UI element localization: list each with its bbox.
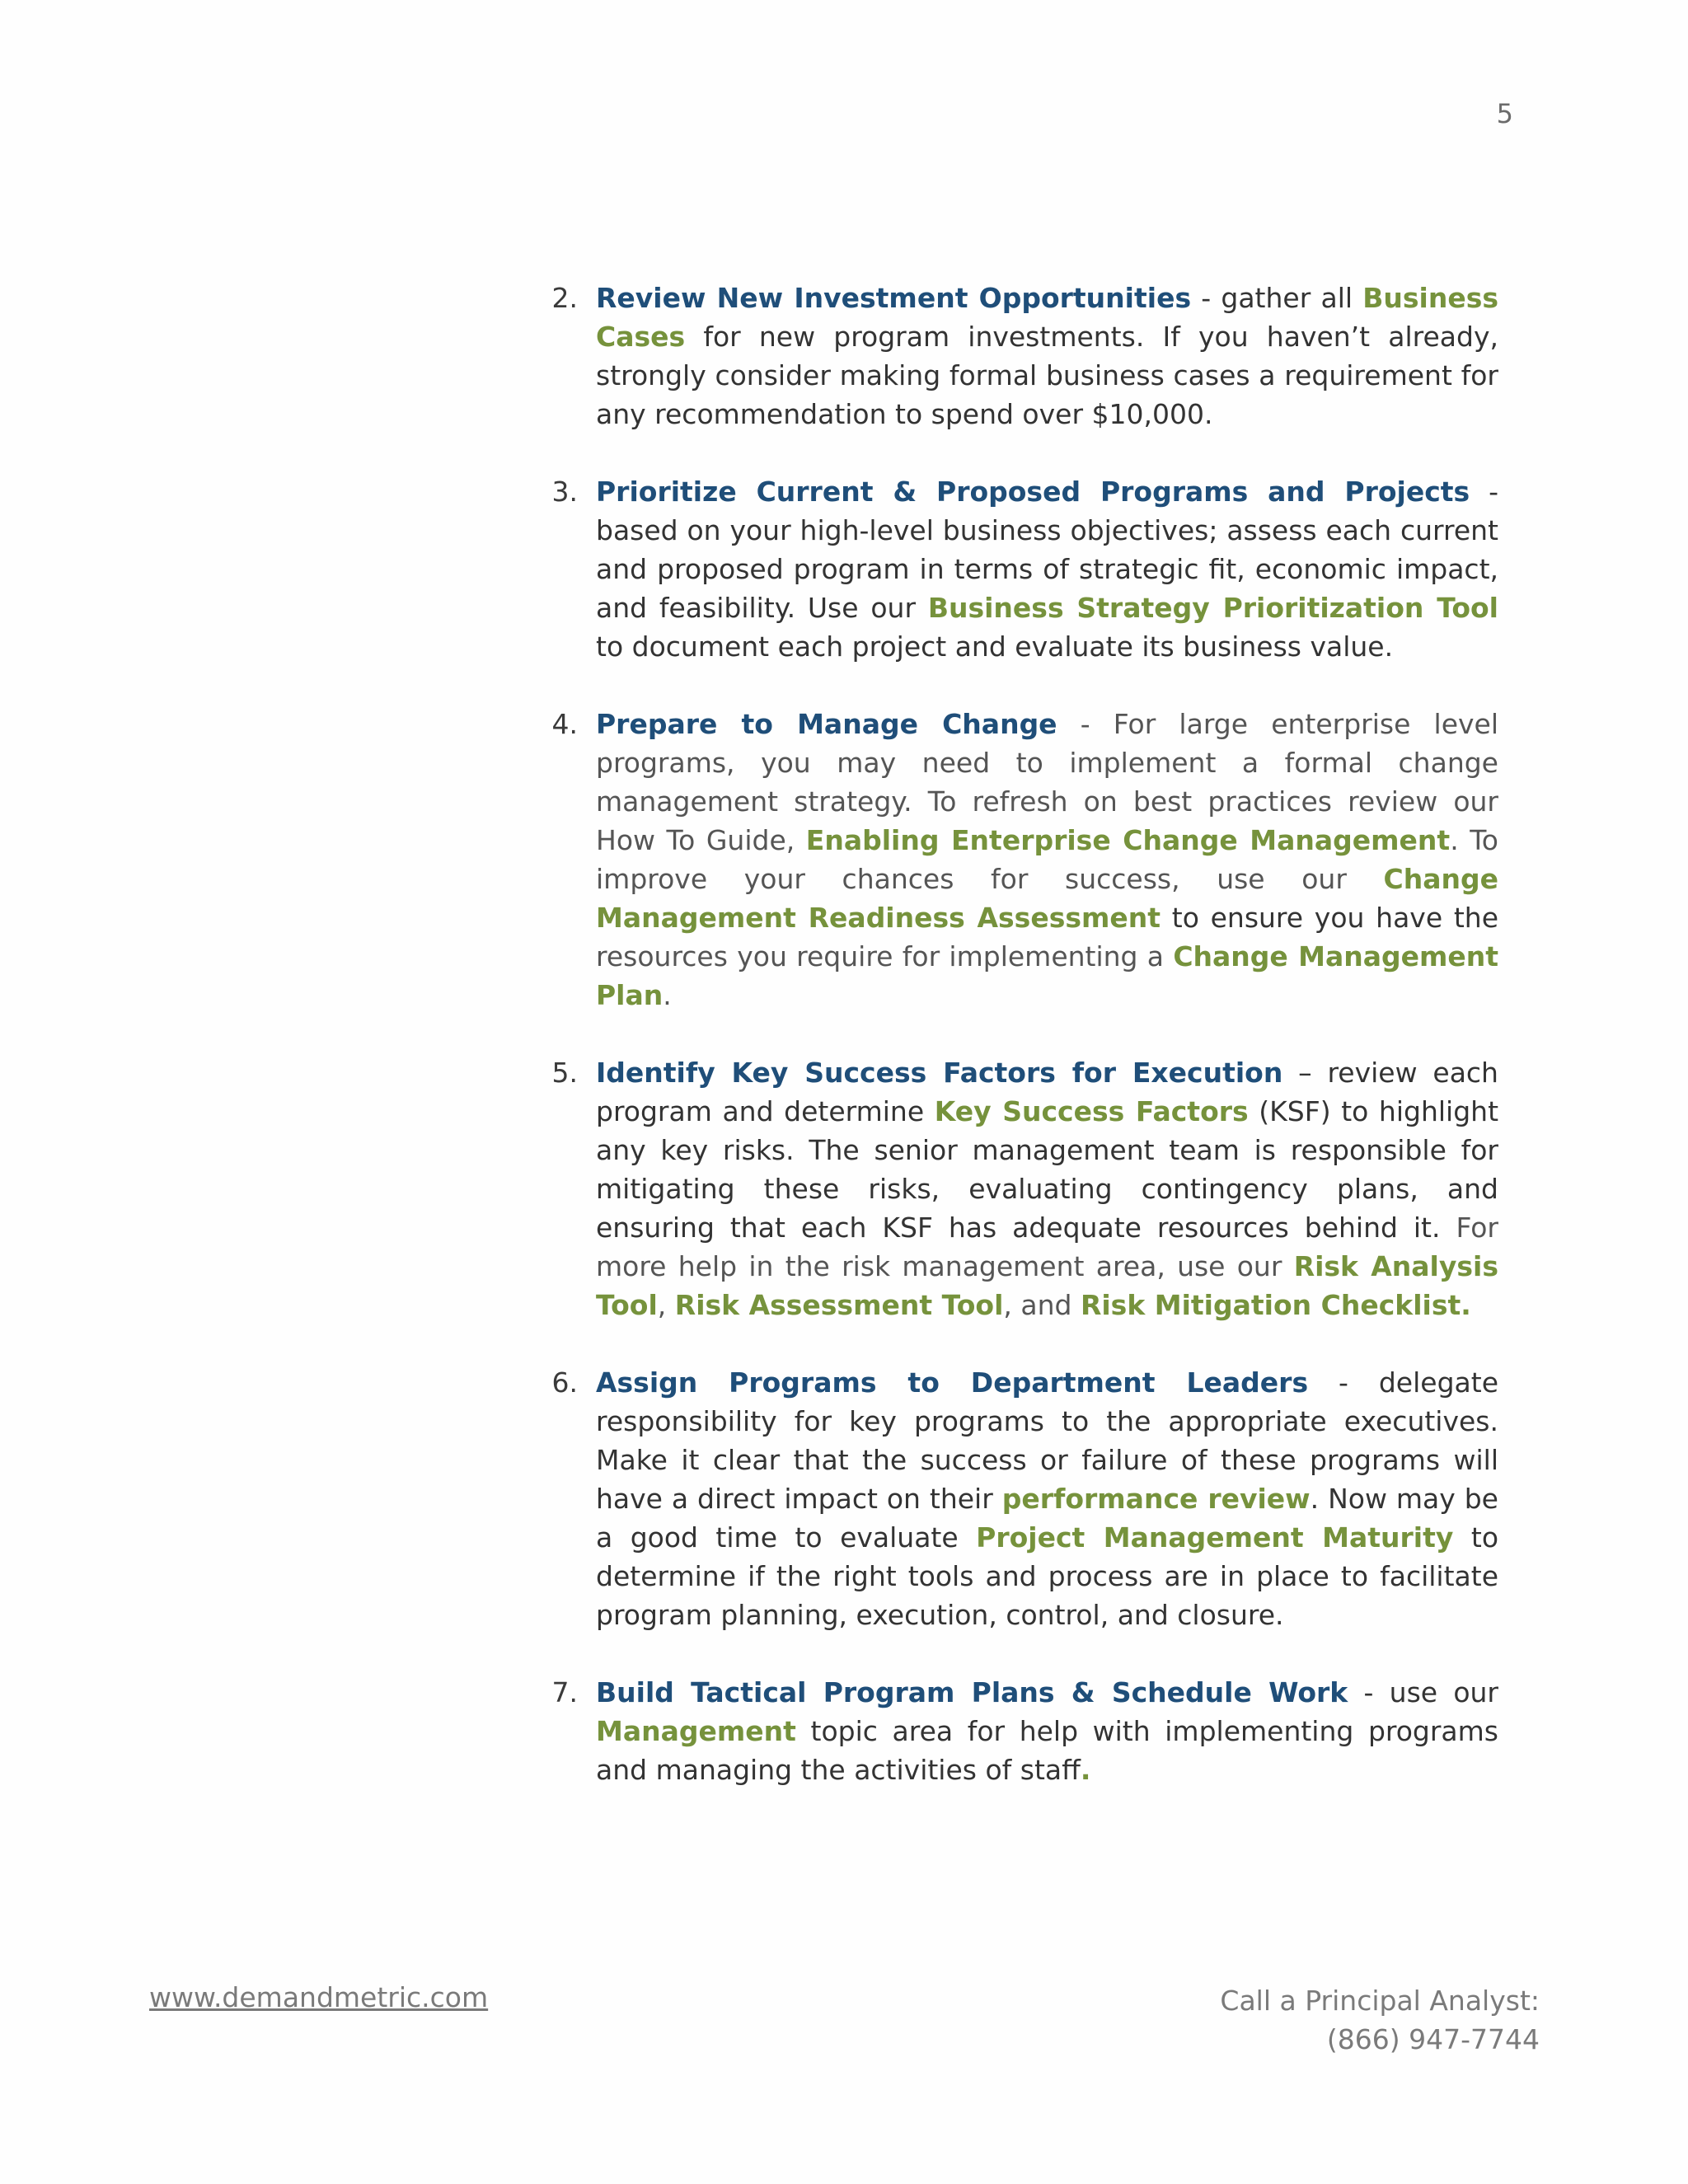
change-management-readiness-assessment-link[interactable]: Change Management Readiness Assessment — [596, 863, 1498, 934]
step-title: Review New Investment Opportunities — [596, 282, 1192, 314]
management-topic-link[interactable]: Management — [596, 1715, 796, 1747]
step-text: (KSF) to highlight any key risks. The senior management team is responsible for mitigating these risks, evaluating contingency plans, and ensuring that each KSF has adequate resources behind it. — [596, 1095, 1499, 1244]
call-analyst-label: Call a Principal Analyst: — [1220, 1985, 1540, 2017]
step-number: 6. — [551, 1366, 578, 1399]
step-number: 3. — [551, 476, 578, 508]
risk-analysis-tool-link[interactable]: Risk Analysis Tool — [596, 1250, 1498, 1321]
step-text: to ensure you have the — [1160, 902, 1499, 934]
step-text: , and — [1003, 1289, 1081, 1321]
step-text: - delegate responsibility for key programs to the appropriate executives. Make it clear that the success or failure of these programs will have a direct impact on their — [596, 1366, 1498, 1515]
step-number: 7. — [551, 1676, 578, 1708]
step-text: to document each project and evaluate its business value. — [596, 630, 1394, 663]
step-text: - For large enterprise level programs, you may need to implement a formal change management strategy. To refresh on best practices review our How To Guide, — [596, 708, 1498, 856]
step-7 — [545, 1673, 1498, 1789]
step-6 — [545, 1363, 1498, 1634]
step-text: for new program investments. If you haven’t already, strongly consider making formal business cases a requirement for any recommendation to spend over $10,000. — [596, 321, 1498, 430]
business-strategy-prioritization-tool-link[interactable]: Business Strategy Prioritization Tool — [927, 592, 1498, 624]
risk-assessment-tool-link[interactable]: Risk Assessment Tool — [674, 1289, 1004, 1321]
step-title: Identify Key Success Factors for Execution — [596, 1057, 1283, 1089]
step-2 — [545, 279, 1498, 434]
step-5 — [545, 1053, 1498, 1324]
step-title: Build Tactical Program Plans & Schedule Work — [596, 1676, 1348, 1708]
step-text: - based on your high-level business objectives; assess each current and proposed program in terms of strategic fit, economic impact, and feasibility. Use our — [596, 476, 1498, 624]
website-link[interactable]: www.demandmetric.com — [149, 1981, 489, 2013]
project-management-maturity-link[interactable]: Project Management Maturity — [976, 1521, 1454, 1554]
step-text: . To improve your chances for success, use our — [596, 824, 1498, 895]
enabling-enterprise-change-management-link[interactable]: Enabling Enterprise Change Management — [805, 824, 1451, 856]
phone-number[interactable]: (866) 947-7744 — [1326, 2023, 1540, 2055]
step-3 — [545, 472, 1498, 666]
step-4 — [545, 705, 1498, 1015]
step-number: 5. — [551, 1057, 578, 1089]
performance-review-link[interactable]: performance review — [1001, 1483, 1311, 1515]
risk-mitigation-checklist-link[interactable]: Risk Mitigation Checklist. — [1080, 1289, 1471, 1321]
step-text: . — [663, 979, 672, 1011]
steps-list — [545, 279, 1498, 1828]
step-text: . Now may be a good time to evaluate — [596, 1483, 1498, 1554]
key-success-factors-link[interactable]: Key Success Factors — [934, 1095, 1249, 1127]
step-text: For more help in the risk management area, use our — [596, 1212, 1498, 1282]
step-text: . — [1080, 1754, 1091, 1786]
step-text: topic area for help with implementing programs and managing the activities of staff — [596, 1715, 1498, 1786]
step-number: 2. — [551, 282, 578, 314]
step-text: , — [657, 1289, 675, 1321]
step-title: Prepare to Manage Change — [596, 708, 1057, 740]
step-text: - use our — [1348, 1676, 1498, 1708]
step-text: – review each program and determine — [596, 1057, 1498, 1127]
step-number: 4. — [551, 708, 578, 740]
page-number: 5 — [1496, 98, 1513, 129]
step-text: resources you require for implementing a — [596, 940, 1174, 972]
analyst-contact — [1137, 1981, 1540, 2059]
step-title: Prioritize Current & Proposed Programs and Projects — [596, 476, 1470, 508]
step-text: to determine if the right tools and process are in place to facilitate program planning, execution, control, and closure. — [596, 1521, 1499, 1631]
step-text: - gather all — [1191, 282, 1363, 314]
change-management-plan-link[interactable]: Change Management Plan — [596, 940, 1499, 1011]
step-title: Assign Programs to Department Leaders — [596, 1366, 1309, 1399]
business-cases-link[interactable]: Business Cases — [596, 282, 1498, 353]
